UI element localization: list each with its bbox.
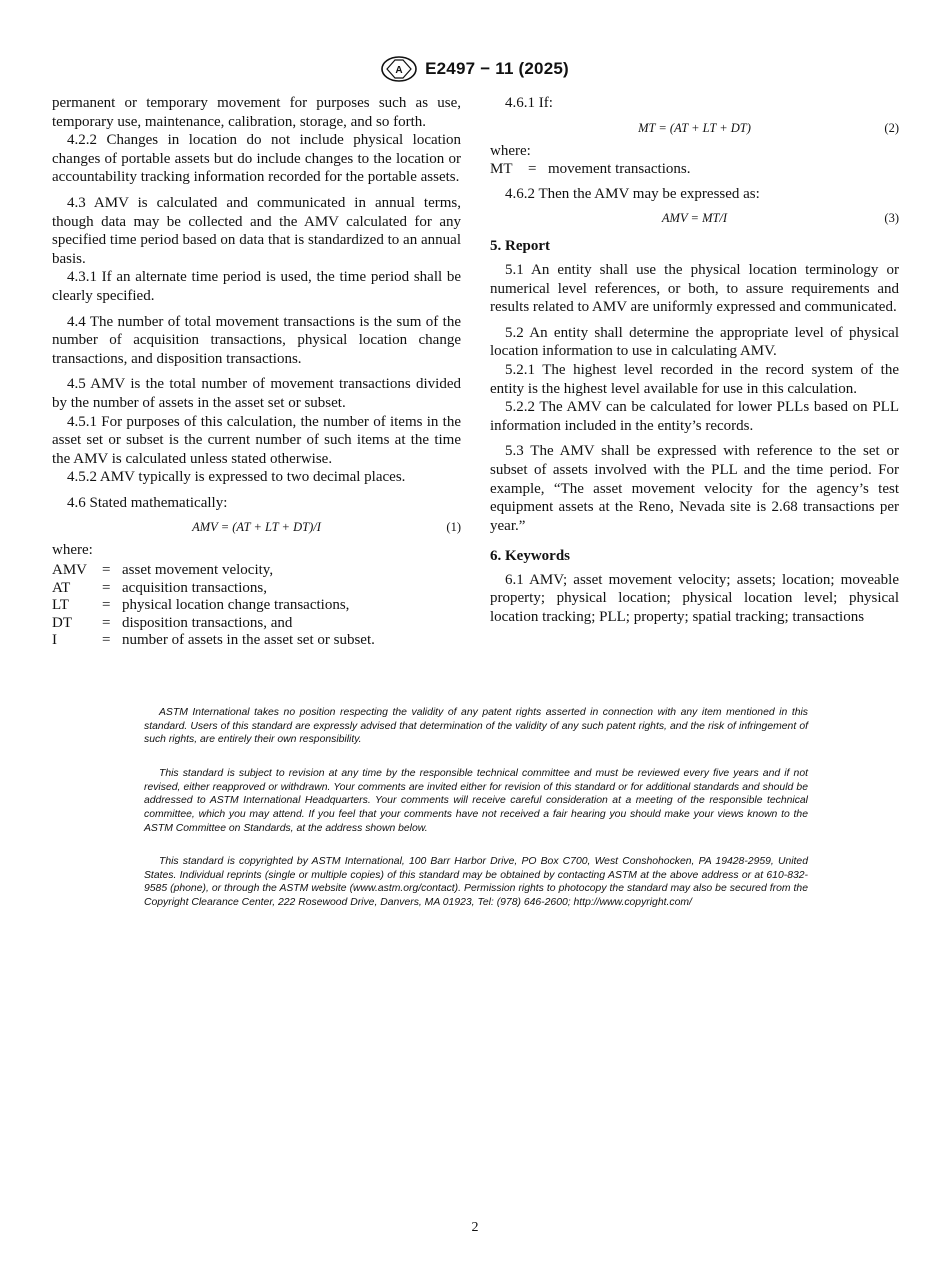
paragraph-4-6-1: 4.6.1 If: bbox=[505, 95, 553, 111]
paragraph-5-2: 5.2 An entity shall determine the appropriate level of physical location information to use in calculating AMV. bbox=[490, 324, 899, 360]
standard-designation: E2497 − 11 (2025) bbox=[425, 59, 569, 78]
paragraph-4-3: 4.3 AMV is calculated and communicated in annual terms, though data may be collected and the AMV calculated for any specified time period based on data that is standardized to an annual basis. bbox=[52, 194, 461, 267]
svg-text:A: A bbox=[395, 65, 403, 76]
paragraph-5-3: 5.3 The AMV shall be expressed with reference to the set or subset of assets involved with the PLL and the time period. For example, “The asset movement velocity for the agency’s test equipment assets at the Reno, Nevada site is 2.68 transactions per year.” bbox=[490, 443, 899, 534]
mt-definition bbox=[490, 160, 899, 179]
equation-2 bbox=[490, 116, 899, 138]
paragraph-6-1: 6.1 AMV; asset movement velocity; assets; location; moveable property; physical location; physical location level; physical location tracking; PLL; property; spatial tracking; transactions bbox=[490, 571, 899, 626]
revision-notice-text: This standard is subject to revision at any time by the responsible technical committee and must be reviewed every five years and if not revised, either reapproved or withdrawn. Your comments are invited either for revision of this standard or for additional standards and should be addressed to ASTM International Headquarters. Your comments will receive careful consideration at a meeting of the responsible technical committee, which you may attend. If you feel that your comments have not received a fair hearing you should make your views known to the ASTM Committee on Standards, at the address shown below. bbox=[144, 768, 808, 834]
where-label: where: bbox=[52, 542, 93, 559]
where-label: where: bbox=[490, 142, 531, 159]
section-heading-keywords: 6. Keywords bbox=[490, 548, 570, 565]
definition-text: disposition transactions, and bbox=[122, 614, 293, 631]
page-number: 2 bbox=[471, 1220, 479, 1235]
definition-symbol: DT bbox=[52, 614, 72, 631]
definition-text: movement transactions. bbox=[548, 161, 691, 178]
equation-3-formula: AMV = MT/I bbox=[661, 211, 728, 226]
definition-row bbox=[52, 615, 375, 633]
definition-text: physical location change transactions, bbox=[122, 597, 350, 614]
paragraph-4-3-1: 4.3.1 If an alternate time period is used, the time period shall be clearly specified. bbox=[52, 269, 461, 304]
definition-text: number of assets in the asset set or subset. bbox=[122, 632, 375, 649]
definition-row bbox=[52, 580, 375, 598]
definition-row bbox=[52, 632, 375, 650]
copyright-notice bbox=[144, 855, 808, 910]
definition-equals: = bbox=[102, 562, 111, 579]
definition-equals: = bbox=[102, 597, 111, 614]
definition-row bbox=[52, 562, 375, 580]
paragraph-4-2-2: 4.2.2 Changes in location do not include physical location changes of portable assets but do include changes to the location or accountability tracking information recorded for the portable assets. bbox=[52, 132, 461, 186]
definition-symbol: I bbox=[52, 632, 57, 649]
paragraph-4-5: 4.5 AMV is the total number of movement transactions divided by the number of assets in the asset set or subset. bbox=[52, 376, 461, 411]
paragraph-4-6: 4.6 Stated mathematically: bbox=[67, 494, 228, 511]
definition-symbol: LT bbox=[52, 597, 69, 614]
page-header bbox=[0, 56, 950, 82]
definition-equals: = bbox=[102, 632, 111, 649]
equation-2-formula: MT = (AT + LT + DT) bbox=[638, 120, 751, 135]
definition-symbol: MT bbox=[490, 161, 513, 178]
equation-1 bbox=[52, 515, 461, 537]
right-column bbox=[490, 94, 899, 627]
paragraph-4-4: 4.4 The number of total movement transactions is the sum of the number of acquisition transactions, physical location change transactions, and disposition transactions. bbox=[52, 313, 461, 367]
paragraph-4-5-2: 4.5.2 AMV typically is expressed to two decimal places. bbox=[67, 469, 406, 486]
definition-row bbox=[52, 597, 375, 615]
definition-equals: = bbox=[528, 161, 537, 178]
paragraph-5-2-2: 5.2.2 The AMV can be calculated for lower PLLs based on PLL information included in the entity’s records. bbox=[490, 399, 899, 434]
definition-text: asset movement velocity, bbox=[122, 562, 274, 579]
copyright-notice-text: This standard is copyrighted by ASTM International, 100 Barr Harbor Drive, PO Box C700, West Conshohocken, PA 19428-2959, United States. Individual reprints (single or multiple copies) of this standard may be obtained by contacting ASTM at the above address or at 610-832-9585 (phone), or through the ASTM website (www.astm.org/contact). Permission rights to photocopy the standard may also be secured from the Copyright Clearance Center, 222 Rosewood Drive, Danvers, MA 01923, Tel: (978) 646-2600; http://www.copyright.com/ bbox=[144, 856, 808, 909]
equation-2-number: (2) bbox=[884, 120, 899, 135]
paragraph-continuation: permanent or temporary movement for purposes such as use, temporary use, maintenance, calibration, storage, and so forth. bbox=[52, 95, 461, 130]
section-heading-report: 5. Report bbox=[490, 238, 550, 255]
paragraph-4-6-2: 4.6.2 Then the AMV may be expressed as: bbox=[505, 185, 760, 202]
paragraph-5-2-1: 5.2.1 The highest level recorded in the record system of the entity is the highest level available for use in this calculation. bbox=[490, 361, 899, 397]
revision-notice bbox=[144, 767, 808, 836]
definition-symbol: AMV bbox=[52, 562, 88, 579]
definition-text: acquisition transactions, bbox=[122, 579, 267, 596]
equation-3 bbox=[490, 206, 899, 228]
patent-notice-text: ASTM International takes no position respecting the validity of any patent rights asserted in connection with any item mentioned in this standard. Users of this standard are expressly advised that determination of the validity of any such patent rights, and the risk of infringement of such rights, are entirely their own responsibility. bbox=[144, 707, 808, 746]
definition-symbol: AT bbox=[52, 579, 71, 596]
definition-equals: = bbox=[102, 579, 111, 596]
astm-logo-icon bbox=[381, 56, 417, 82]
definition-equals: = bbox=[102, 614, 111, 631]
paragraph-4-5-1: 4.5.1 For purposes of this calculation, the number of items in the asset set or subset is the current number of such items at the time the AMV is calculated unless stated otherwise. bbox=[52, 413, 461, 467]
symbol-definitions bbox=[52, 562, 375, 650]
equation-1-formula: AMV = (AT + LT + DT)/I bbox=[192, 520, 321, 535]
paragraph-5-1: 5.1 An entity shall use the physical location terminology or numerical level references, or both, to assure requirements and results related to AMV are uniformly expressed and communicated. bbox=[490, 261, 899, 316]
patent-notice bbox=[144, 706, 808, 747]
equation-1-number: (1) bbox=[446, 520, 461, 535]
equation-3-number: (3) bbox=[884, 211, 899, 226]
left-column bbox=[52, 94, 461, 650]
